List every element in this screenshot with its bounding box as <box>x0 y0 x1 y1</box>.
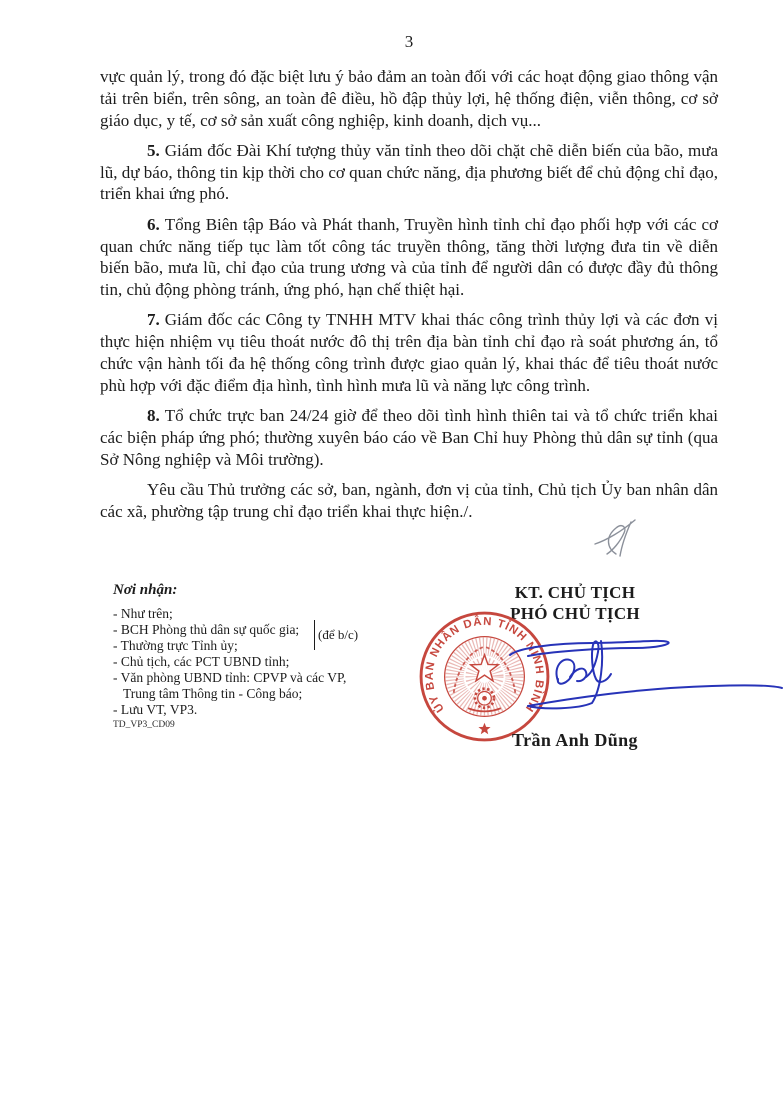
paragraph <box>100 140 718 205</box>
seal-circle-text: ỦY BAN NHÂN DÂN TỈNH NINH BÌNH <box>423 615 546 715</box>
recipient-item: - BCH Phòng thủ dân sự quốc gia; <box>113 622 300 637</box>
document-body <box>100 66 718 531</box>
handwritten-signature <box>420 615 784 725</box>
recipient-item: - Văn phòng UBND tỉnh: CPVP và các VP, <box>113 670 347 685</box>
pencil-initial-mark <box>586 513 644 561</box>
recipient-item: - Chủ tịch, các PCT UBND tỉnh; <box>113 654 290 669</box>
recipients-note-text: (để b/c) <box>318 627 359 642</box>
recipients-block <box>113 582 403 730</box>
paragraph-number: 5. <box>147 140 160 160</box>
paragraph <box>100 66 718 131</box>
recipient-item: - Như trên; <box>113 606 173 621</box>
paragraph-text: Giám đốc Đài Khí tượng thủy văn tỉnh theo dõi chặt chẽ diễn biến của bão, mưa lũ, dự báo, thông tin kịp thời cho cơ quan chức năng, địa phương biết để chủ động chỉ đạo, triển khai ứng phó. <box>100 140 718 204</box>
recipient-item: - Thường trực Tỉnh ủy; <box>113 638 238 653</box>
paragraph-text: Tổ chức trực ban 24/24 giờ để theo dõi tình hình thiên tai và tổ chức triển khai các biện pháp ứng phó; thường xuyên báo cáo về Ban Chỉ huy Phòng thủ dân sự tỉnh (qua Sở Nông nghiệp và Môi trường). <box>100 406 718 469</box>
page-number: 3 <box>404 32 414 51</box>
paragraph-text: Giám đốc các Công ty TNHH MTV khai thác công trình thủy lợi và các đơn vị thực hiện nhiệm vụ tiêu thoát nước đô thị trên địa bàn tỉnh chỉ đạo rà soát phương án, tổ chức vận hành tối đa hệ thống công trình được giao quản lý, khai thác để tiêu thoát nước phù hợp với đặc điểm địa hình, tình hình mưa lũ và năng lực công trình. <box>100 310 718 395</box>
bracket-bar <box>314 620 315 650</box>
paragraph-text: vực quản lý, trong đó đặc biệt lưu ý bảo đảm an toàn đối với các hoạt động giao thông vận tải trên biển, trên sông, an toàn đê điều, hồ đập thủy lợi, hệ thống điện, viễn thông, cơ sở giáo dục, y tế, cơ sở sản xuất công nghiệp, kinh doanh, dịch vụ... <box>100 67 718 130</box>
paragraph-number: 7. <box>147 310 160 330</box>
paragraph-text: Tổng Biên tập Báo và Phát thanh, Truyền hình tỉnh chỉ đạo phối hợp với các cơ quan chức năng tiếp tục làm tốt công tác truyền thông, tăng thời lượng đưa tin về diễn biến bão, mưa lũ, chỉ đạo của trung ương và của tỉnh để người dân có được đầy đủ thông tin, chủ động phòng tránh, ứng phó, hạn chế thiệt hại. <box>100 214 718 300</box>
paragraph <box>100 405 718 470</box>
paragraph <box>100 309 718 396</box>
signer-name: Trần Anh Dũng <box>512 730 638 750</box>
signer-title-line2: PHÓ CHỦ TỊCH <box>510 604 640 623</box>
paragraph <box>100 214 718 301</box>
paragraph-text: Yêu cầu Thủ trưởng các sở, ban, ngành, đơn vị của tỉnh, Chủ tịch Ủy ban nhân dân các xã, phường tập trung chỉ đạo triển khai thực hiện./. <box>100 480 718 521</box>
signer-title-line1: KT. CHỦ TỊCH <box>514 583 636 602</box>
document-code: TD_VP3_CD09 <box>113 720 175 730</box>
paragraph-number: 6. <box>147 214 160 234</box>
recipients-note <box>314 620 358 650</box>
recipient-item: - Lưu VT, VP3. <box>113 702 198 717</box>
recipients-title: Nơi nhận: <box>113 582 178 598</box>
recipient-item-continuation: Trung tâm Thông tin - Công báo; <box>123 686 303 701</box>
paragraph-number: 8. <box>147 406 160 426</box>
